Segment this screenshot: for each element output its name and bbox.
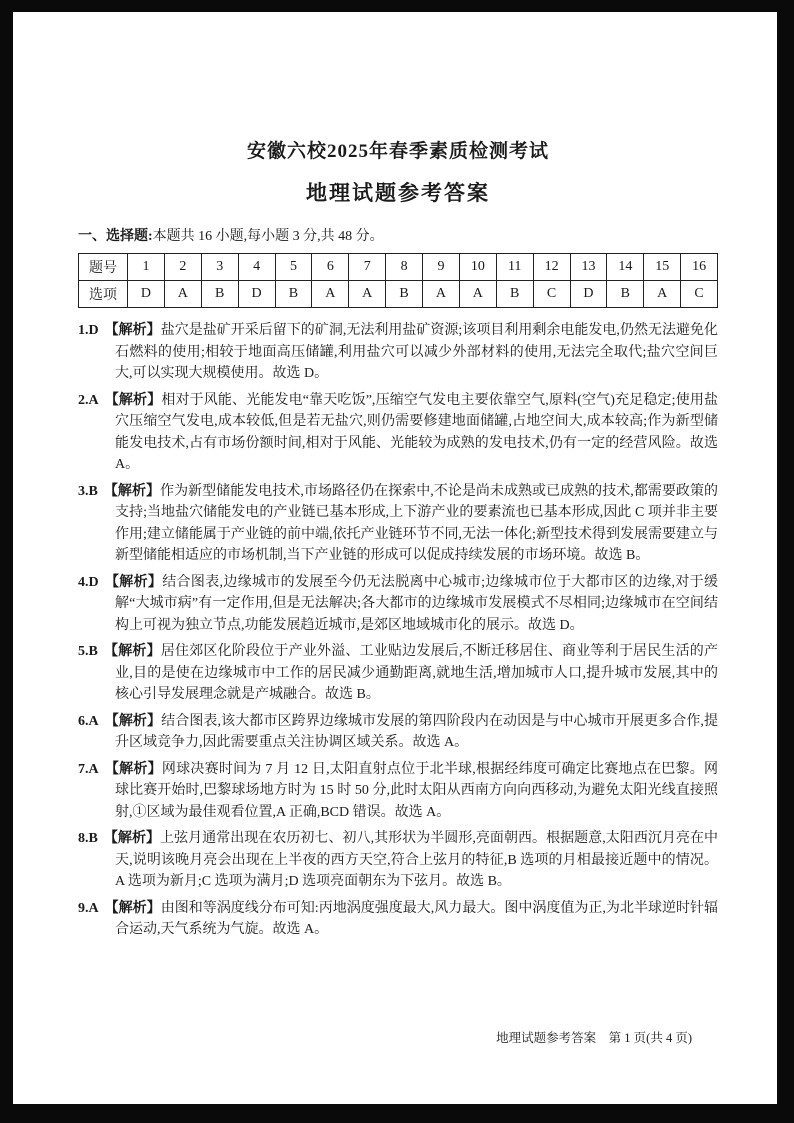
answer-option-cell: B xyxy=(607,281,644,308)
scan-border-bottom xyxy=(0,1104,794,1123)
explanation-text: 结合图表,边缘城市的发展至今仍无法脱离中心城市;边缘城市位于大都市区的边缘,对于缓解“大城市病”有一定作用,但是无法解决;各大都市的边缘城市发展模式不尽相同;边缘城市在空间结构上可视为独立节点,功能发展趋近城市,是郊区地域城市化的展示。故选 D。 xyxy=(115,574,718,633)
question-number-cell: 1 xyxy=(128,254,165,281)
question-number-cell: 9 xyxy=(423,254,460,281)
question-number-cell: 8 xyxy=(386,254,423,281)
explanation-item xyxy=(78,898,718,941)
explanation-tag: 【解析】 xyxy=(103,483,161,499)
answer-option-cell: C xyxy=(681,281,718,308)
question-number-cell: 6 xyxy=(312,254,349,281)
question-number-cell: 2 xyxy=(164,254,201,281)
question-number-cell: 10 xyxy=(459,254,496,281)
answer-option-cell: B xyxy=(496,281,533,308)
answer-option-cell: A xyxy=(164,281,201,308)
section-header xyxy=(78,225,718,245)
explanation-answer-number: 6.A xyxy=(78,713,99,729)
question-number-cell: 16 xyxy=(681,254,718,281)
explanation-text: 居住郊区化阶段位于产业外溢、工业贴边发展后,不断迁移居住、商业等利于居民生活的产业,目的是使在边缘城市中工作的居民减少通勤距离,就地生活,增加城市人口,提升城市发展,其中的核心引导发展理念就是产城融合。故选 B。 xyxy=(115,644,718,702)
explanation-item xyxy=(78,572,718,637)
document-subtitle: 地理试题参考答案 xyxy=(306,181,490,205)
explanation-tag: 【解析】 xyxy=(103,644,161,659)
answer-option-cell: D xyxy=(570,281,607,308)
explanation-tag: 【解析】 xyxy=(104,574,163,590)
explanation-item xyxy=(78,390,718,476)
explanation-tag: 【解析】 xyxy=(104,900,161,916)
section-header-description: 本题共 16 小题,每小题 3 分,共 48 分。 xyxy=(152,229,384,244)
explanation-answer-number: 9.A xyxy=(78,900,99,916)
answer-option-cell: B xyxy=(201,281,238,308)
answer-option-cell: A xyxy=(423,281,460,308)
scan-border-left xyxy=(0,0,13,1123)
answer-option-cell: A xyxy=(644,281,681,308)
explanation-text: 盐穴是盐矿开采后留下的矿洞,无法利用盐矿资源;该项目利用剩余电能发电,仍然无法避免化石燃料的使用;相较于地面高压储罐,利用盐穴可以减少外部材料的使用,无法完全取代;盐穴空间巨大,可以实现大规模使用。故选 D。 xyxy=(115,323,719,381)
explanation-text: 作为新型储能发电技术,市场路径仍在探索中,不论是尚未成熟或已成熟的技术,都需要政策的支持;当地盐穴储能发电的产业链已基本形成,上下游产业的要素流也已基本形成,因此 C 项并非主要作用;建立储能属于产业链的前中端,依托产业链环节不同,无法一体化;新型技术得到发展需要建立与新型储能相适应的市场机制,当下产业链的形成可以促成持续发展的市场环境。故选 B。 xyxy=(115,483,719,563)
explanation-tag: 【解析】 xyxy=(103,831,161,846)
question-number-cell: 5 xyxy=(275,254,312,281)
question-number-cell: 4 xyxy=(238,254,275,281)
explanation-answer-number: 3.B xyxy=(78,483,98,499)
explanation-item xyxy=(78,320,718,385)
question-number-cell: 12 xyxy=(533,254,570,281)
page-content xyxy=(78,136,718,946)
explanation-item xyxy=(78,759,718,824)
explanation-tag: 【解析】 xyxy=(104,392,162,408)
scan-border-right xyxy=(777,0,794,1123)
explanation-answer-number: 7.A xyxy=(78,761,99,777)
explanation-item xyxy=(78,711,718,754)
explanation-answer-number: 4.D xyxy=(78,574,99,590)
explanation-text: 网球决赛时间为 7 月 12 日,太阳直射点位于北半球,根据经纬度可确定比赛地点在巴黎。网球比赛开始时,巴黎球场地方时为 15 时 50 分,此时太阳从西南方向向西移动,为避免太阳光线直接照射,①区域为最佳观看位置,A 正确,BCD 错误。故选 A。 xyxy=(115,761,719,820)
explanation-tag: 【解析】 xyxy=(104,323,161,338)
question-number-cell: 14 xyxy=(607,254,644,281)
question-number-cell: 11 xyxy=(496,254,533,281)
document-title: 安徽六校2025年春季素质检测考试 xyxy=(246,141,549,162)
question-number-cell: 13 xyxy=(570,254,607,281)
answer-option-cell: D xyxy=(238,281,275,308)
answer-option-cell: D xyxy=(128,281,165,308)
explanation-tag: 【解析】 xyxy=(104,713,162,729)
answer-option-row xyxy=(79,281,718,308)
question-number-row-label: 题号 xyxy=(79,254,128,281)
explanation-tag: 【解析】 xyxy=(104,761,162,777)
explanation-text: 相对于风能、光能发电“靠天吃饭”,压缩空气发电主要依靠空气,原料(空气)充足稳定;使用盐穴压缩空气发电,成本较低,但是若无盐穴,则仍需要修建地面储罐,占地空间大,成本较高;作为新型储能发电技术,占有市场份额时间,相对于风能、光能较为成熟的发电技术,仍有一定的经营风险。故选 A。 xyxy=(115,392,719,472)
explanation-answer-number: 5.B xyxy=(78,644,98,659)
explanation-text: 上弦月通常出现在农历初七、初八,其形状为半圆形,亮面朝西。根据题意,太阳西沉月亮在中天,说明该晚月亮会出现在上半夜的西方天空,符合上弦月的特征,B 选项的月相最接近题中的情况。A 选项为新月;C 选项为满月;D 选项亮面朝东为下弦月。故选 B。 xyxy=(115,831,719,889)
explanation-answer-number: 1.D xyxy=(78,323,99,338)
explanations-list xyxy=(78,320,718,941)
section-header-label: 一、选择题: xyxy=(78,229,153,244)
explanation-item xyxy=(78,641,718,706)
answer-option-row-label: 选项 xyxy=(79,281,128,308)
question-number-cell: 15 xyxy=(644,254,681,281)
explanation-answer-number: 8.B xyxy=(78,831,98,846)
explanation-text: 结合图表,该大都市区跨界边缘城市发展的第四阶段内在动因是与中心城市开展更多合作,提升区域竞争力,因此需要重点关注协调区域关系。故选 A。 xyxy=(115,713,719,750)
question-number-cell: 3 xyxy=(201,254,238,281)
answer-key-table xyxy=(78,253,718,308)
answer-option-cell: A xyxy=(459,281,496,308)
explanation-item xyxy=(78,828,718,893)
answer-option-cell: A xyxy=(312,281,349,308)
explanation-item xyxy=(78,481,718,567)
answer-option-cell: A xyxy=(349,281,386,308)
explanation-answer-number: 2.A xyxy=(78,392,99,408)
answer-option-cell: B xyxy=(386,281,423,308)
explanation-text: 由图和等涡度线分布可知:丙地涡度强度最大,风力最大。图中涡度值为正,为北半球逆时针辐合运动,天气系统为气旋。故选 A。 xyxy=(115,900,719,937)
answer-option-cell: C xyxy=(533,281,570,308)
question-number-cell: 7 xyxy=(349,254,386,281)
answer-option-cell: B xyxy=(275,281,312,308)
page-footer: 地理试题参考答案 第 1 页(共 4 页) xyxy=(496,1031,692,1045)
scan-border-top xyxy=(0,0,794,12)
answer-number-row xyxy=(79,254,718,281)
